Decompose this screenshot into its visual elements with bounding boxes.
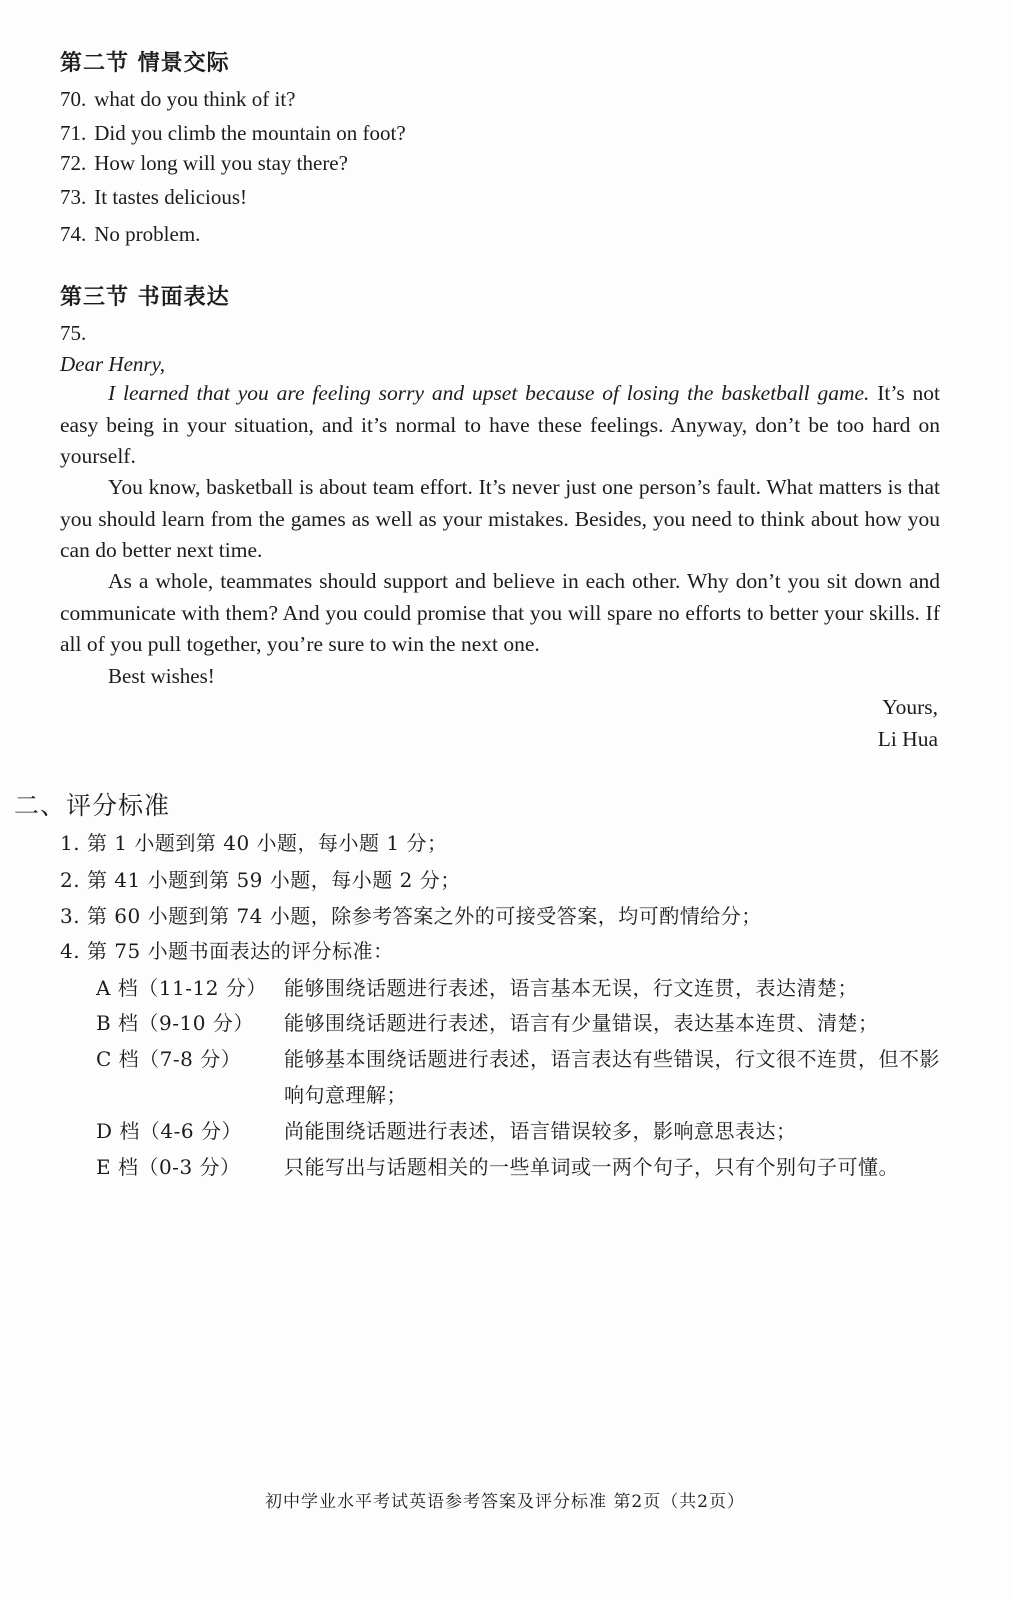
grade-description: 能够围绕话题进行表述，语言有少量错误，表达基本连贯、清楚； [284,1011,879,1035]
letter-paragraph-3: As a whole, teammates should support and believe in each other. Why don’t you sit down and communicate with them? And you could promise that you will spare no efforts to better your skills. If all of you pull together, you’re sure to win the next one. [60,569,940,656]
scoring-rule-2: 2. 第 41 小题到第 59 小题，每小题 2 分； [60,868,461,892]
item-text: It tastes delicious! [94,185,248,209]
paragraph-1-italic: I learned that you are feeling sorry and upset because of losing the basketball game. [108,381,870,405]
grade-label: B 档（9-10 分） [96,1011,254,1035]
answer-item-72 [60,150,348,176]
item-number: 71. [60,121,87,145]
grade-description: 只能写出与话题相关的一些单词或一两个句子，只有个别句子可懂。 [284,1155,899,1179]
item-number: 73. [60,185,87,209]
item-text: How long will you stay there? [94,151,348,175]
grade-e [96,1149,941,1185]
letter-sign-off: Yours, [882,695,938,719]
answer-item-71 [60,120,406,146]
grade-label: A 档（11-12 分） [96,976,267,1000]
grade-d [96,1113,941,1149]
letter-salutation: Dear Henry, [60,352,165,376]
section-3-heading: 第三节 书面表达 [60,285,230,310]
item-number: 70. [60,87,87,111]
item-number: 72. [60,151,87,175]
answer-item-70 [60,86,295,112]
item-number: 74. [60,222,87,246]
item-text: No problem. [94,222,201,246]
item-text: Did you climb the mountain on foot? [94,121,406,145]
item-75-number: 75. [60,321,87,345]
grade-description: 能够围绕话题进行表述，语言基本无误，行文连贯，表达清楚； [284,976,858,1000]
letter-paragraph-1 [60,378,940,473]
page-footer: 初中学业水平考试英语参考答案及评分标准 第2页（共2页） [264,1492,746,1512]
scoring-rule-1: 1. 第 1 小题到第 40 小题，每小题 1 分； [60,831,448,855]
paragraph-1-rest: It’s not easy being in your situation, and it’s normal to have these feelings. Anyway, don’t be too hard on yourself. [60,381,940,468]
grade-label: C 档（7-8 分） [96,1047,242,1071]
letter-signature: Li Hua [877,727,938,751]
item-text: what do you think of it? [94,87,296,111]
answer-item-73 [60,184,247,210]
section-2-heading: 第二节 情景交际 [60,51,230,76]
grade-c [96,1041,941,1113]
grade-label: D 档（4-6 分） [96,1119,242,1143]
answer-item-74 [60,221,200,247]
grade-description: 能够基本围绕话题进行表述，语言表达有些错误，行文很不连贯，但不影响句意理解； [284,1047,940,1107]
scoring-rule-3: 3. 第 60 小题到第 74 小题，除参考答案之外的可接受答案，均可酌情给分； [60,904,762,928]
grade-description: 尚能围绕话题进行表述，语言错误较多，影响意思表达； [284,1119,797,1143]
letter-paragraph-2: You know, basketball is about team effort. It’s never just one person’s fault. What matters is that you should learn from the games as well as your mistakes. Besides, you need to think about how you can do better next time. [60,475,940,562]
grade-a [96,970,941,1006]
grade-b [96,1005,941,1041]
scoring-heading: 二、评分标准 [14,791,171,820]
grade-label: E 档（0-3 分） [96,1155,241,1179]
scoring-rule-4: 4. 第 75 小题书面表达的评分标准： [60,939,394,963]
letter-closing: Best wishes! [108,664,215,688]
